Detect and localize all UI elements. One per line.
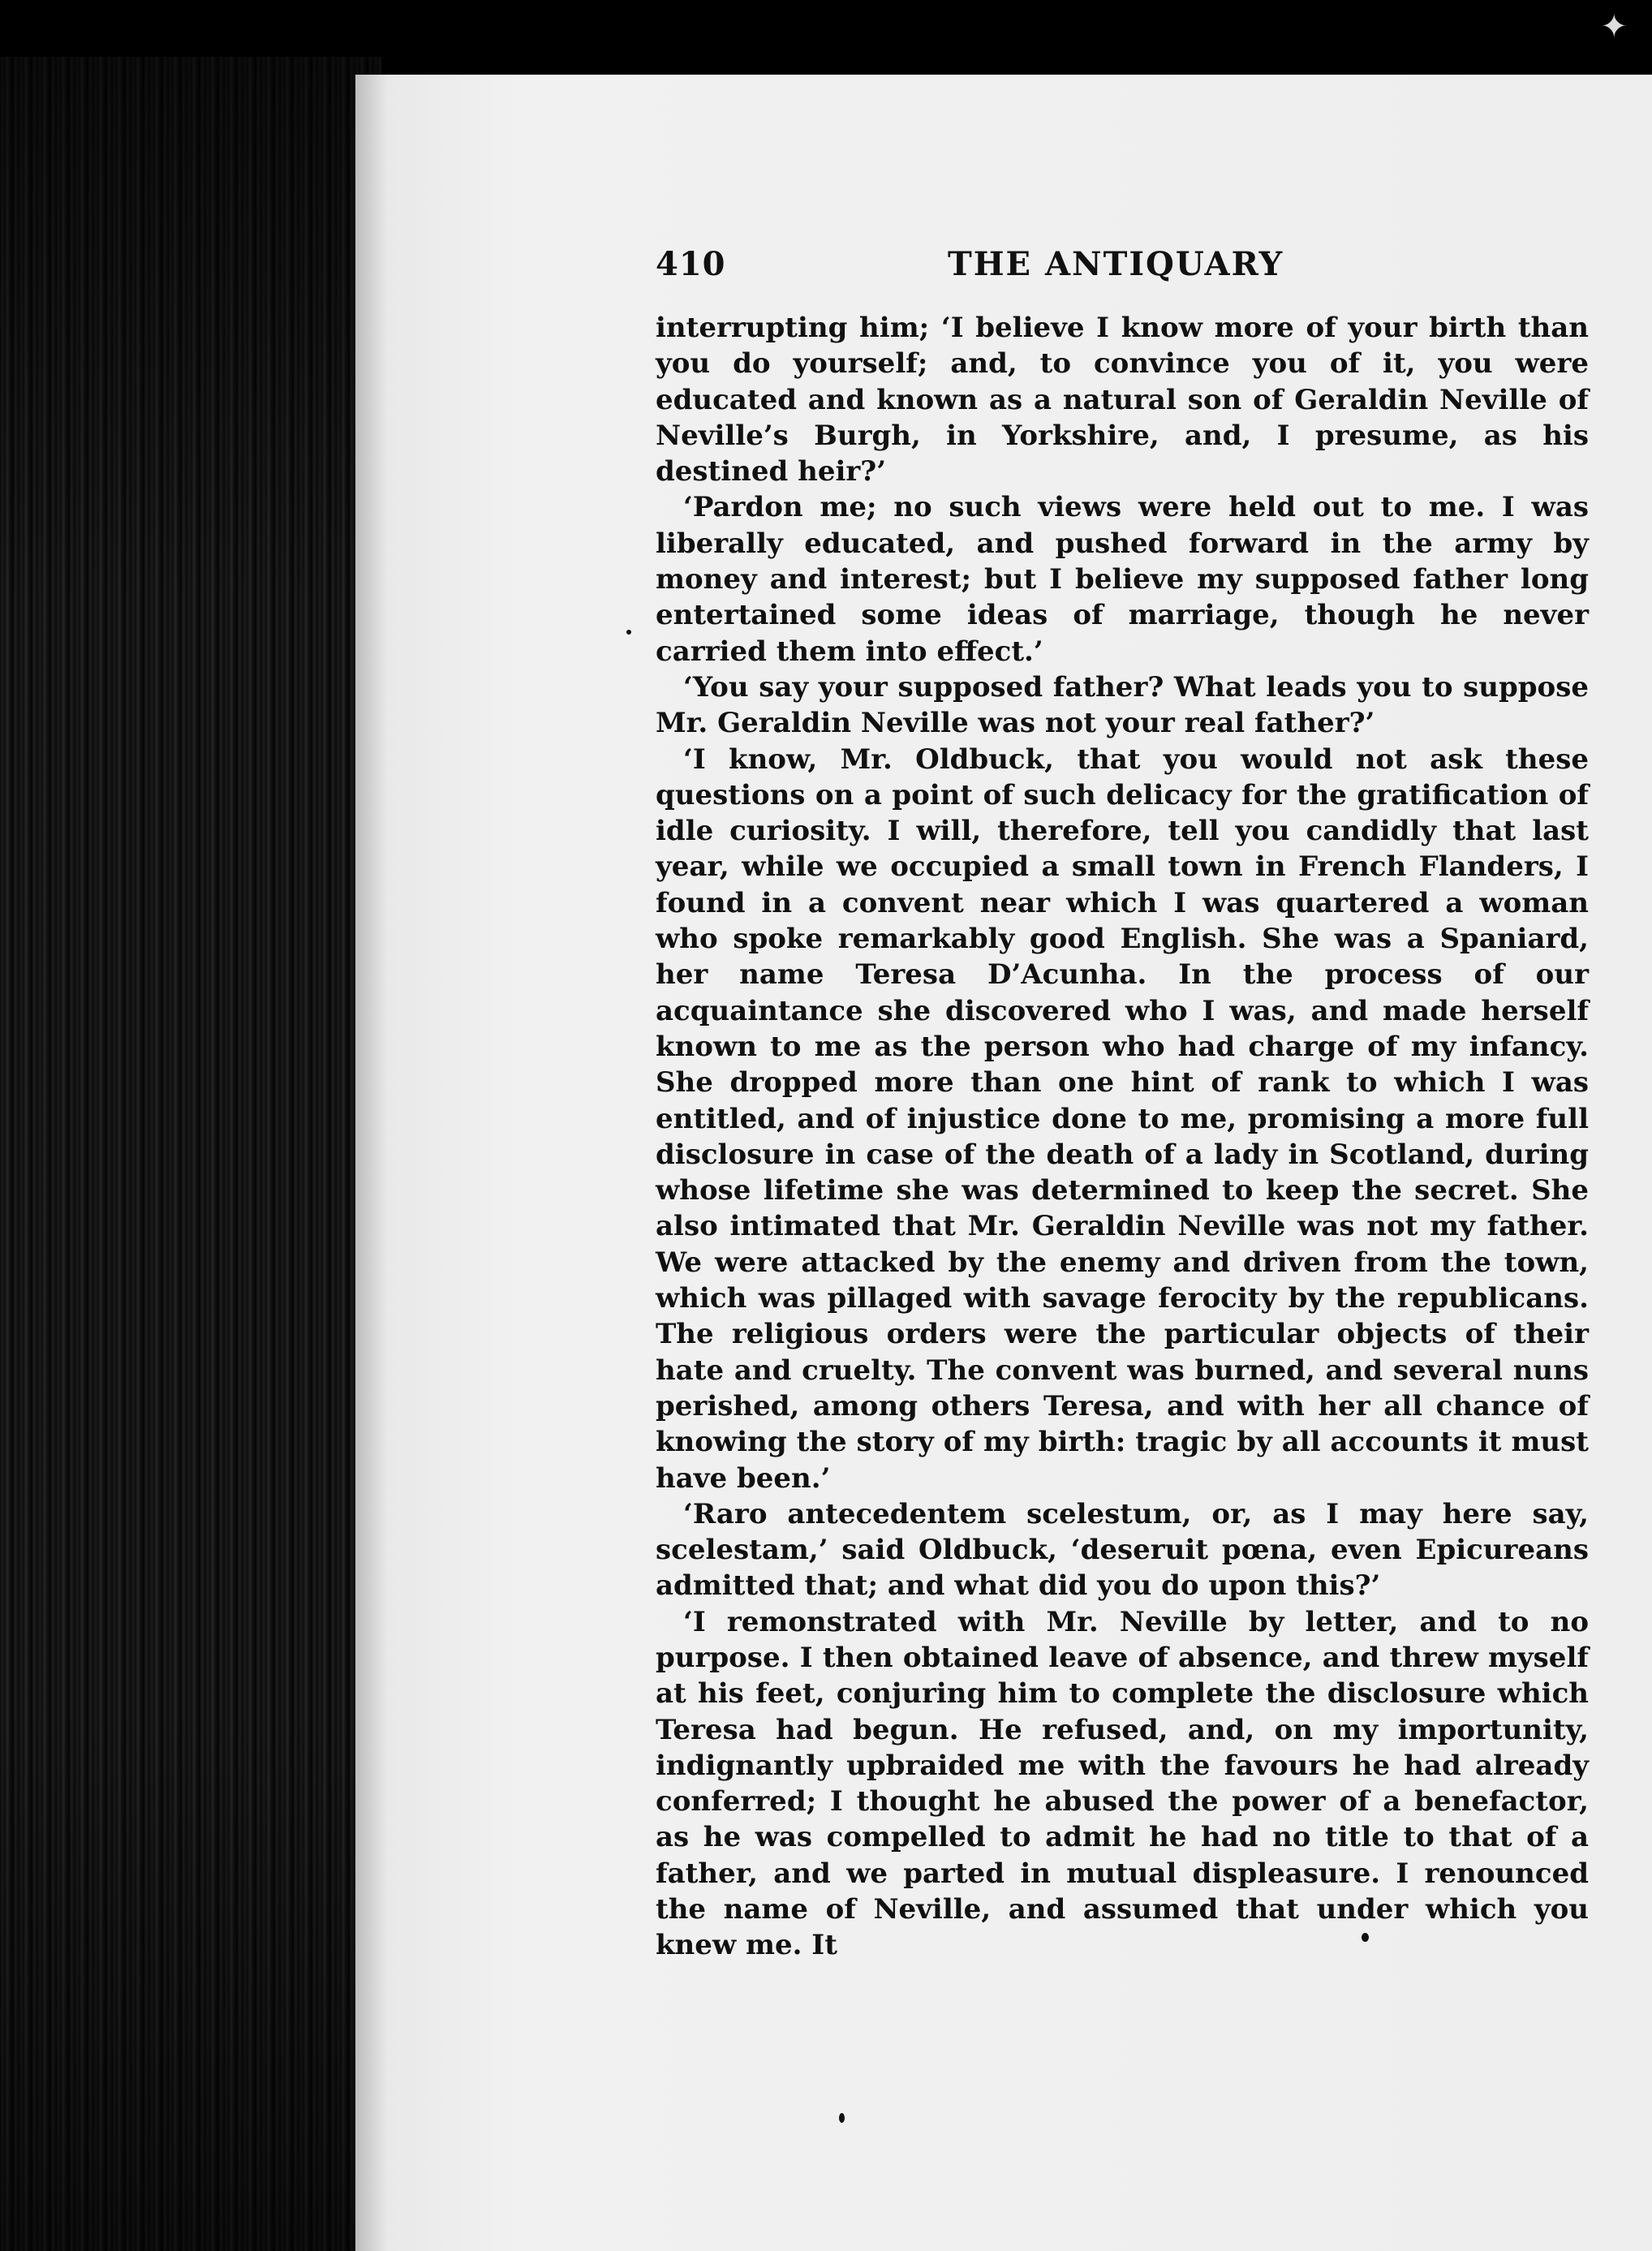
page-content: [656, 245, 1589, 1964]
paragraph-5: ‘Raro antecedentem scelestum, or, as I may here say, scelestam,’ said Oldbuck, ‘deseruit pœna, even Epicureans admitted that; and what did you do upon this?’: [656, 1497, 1589, 1603]
book-title: THE ANTIQUARY: [948, 245, 1284, 283]
paragraph-3: ‘You say your supposed father? What leads you to suppose Mr. Geraldin Neville was not your real father?’: [656, 670, 1589, 740]
paragraph-1: interrupting him; ‘I believe I know more of your birth than you do yourself; and, to convince you of it, you were educated and known as a natural son of Geraldin Neville of Neville’s Burgh, in Yorkshire, and, I presume, as his destined heir?’: [656, 312, 1589, 489]
book-fore-edge: [0, 57, 381, 2251]
paragraph-2: ‘Pardon me; no such views were held out to me. I was liberally educated, and pushed forward in the army by money and interest; but I believe my supposed father long entertained some ideas of marriage, though he never carried them into effect.’: [656, 491, 1589, 668]
ink-speck: [1362, 1933, 1369, 1942]
running-head: [656, 245, 1589, 294]
paragraph-4: ‘I know, Mr. Oldbuck, that you would not ask these questions on a point of such delicacy for the gratification of idle curiosity. I will, therefore, tell you candidly that last year, while we occupied a small town in French Flanders, I found in a convent near which I was quartered a woman who spoke remarkably good English. She was a Spaniard, her name Teresa D’Acunha. In the process of our acquaintance she discovered who I was, and made herself known to me as the person who had charge of my infancy. She dropped more than one hint of rank to which I was entitled, and of injustice done to me, promising a more full disclosure in case of the death of a lady in Scotland, during whose lifetime she was determined to keep the secret. She also intimated that Mr. Geraldin Neville was not my father. We were attacked by the enemy and driven from the town, which was pillaged with savage ferocity by the republicans. The religious orders were the particular objects of their hate and cruelty. The convent was burned, and several nuns perished, among others Teresa, and with her all chance of knowing the story of my birth: tragic by all accounts it must have been.’: [656, 742, 1589, 1495]
body-text: [656, 310, 1589, 1964]
ink-speck: [626, 630, 631, 635]
page-number: 410: [656, 245, 726, 283]
ink-speck: [839, 2113, 845, 2123]
book-page: [355, 75, 1652, 2251]
corner-mark-icon: ✦: [1600, 8, 1628, 45]
paragraph-6: ‘I remonstrated with Mr. Neville by letter, and to no purpose. I then obtained leave of absence, and threw myself at his feet, conjuring him to complete the disclosure which Teresa had begun. He refused, and, on my importunity, indignantly upbraided me with the favours he had already conferred; I thought he abused the power of a benefactor, as he was compelled to admit he had no title to that of a father, and we parted in mutual displeasure. I renounced the name of Neville, and assumed that under which you knew me. It: [656, 1605, 1589, 1962]
